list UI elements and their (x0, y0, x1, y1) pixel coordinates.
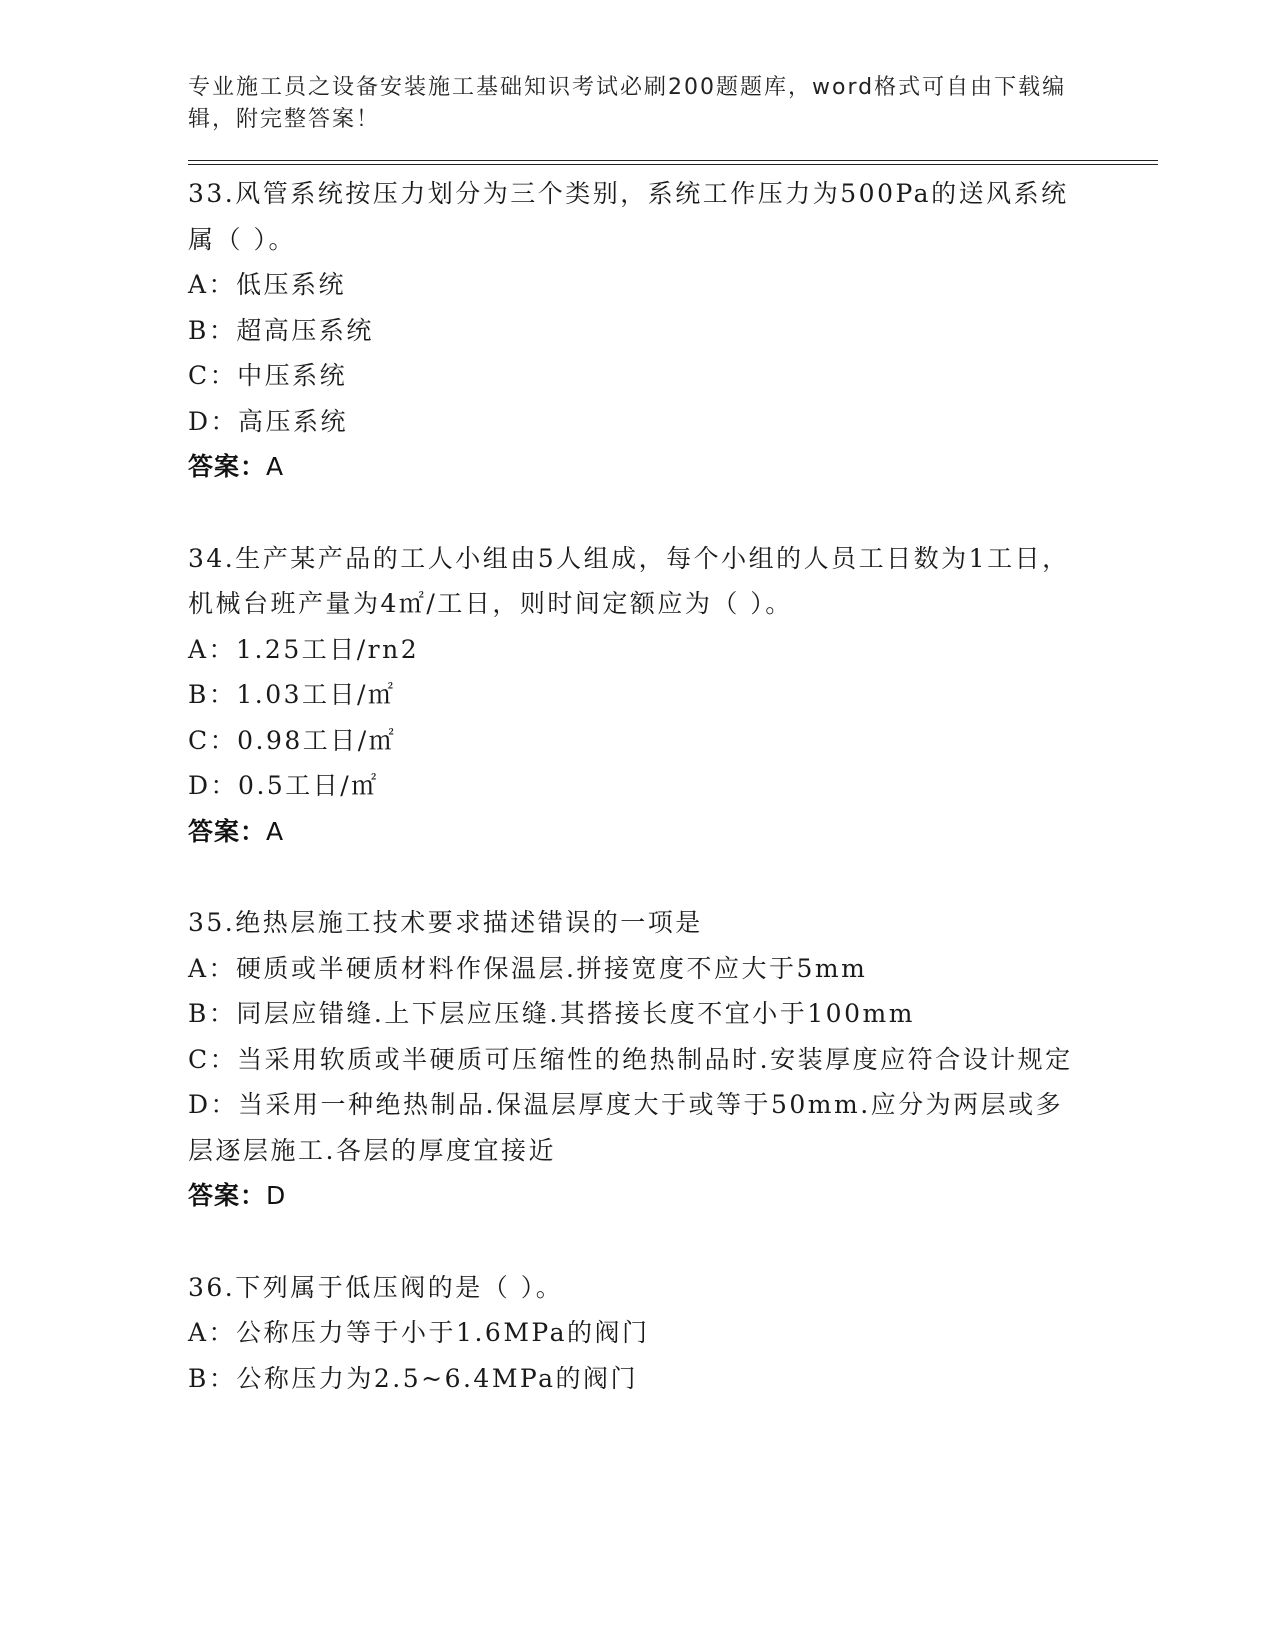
option-a: A：低压系统 (188, 270, 347, 299)
option-d: D：0.5工日/㎡ (188, 771, 379, 800)
option-a: A：公称压力等于小于1.6MPa的阀门 (188, 1318, 650, 1347)
option-c: C：中压系统 (188, 361, 348, 390)
option-b: B：1.03工日/㎡ (188, 680, 396, 709)
answer-line (188, 1173, 1158, 1219)
option-d: D：当采用一种绝热制品.保温层厚度大于或等于50mm.应分为两层或多层逐层施工.各层的厚度宜接近 (188, 1090, 1064, 1165)
option-b: B：同层应错缝.上下层应压缝.其搭接长度不宜小于100mm (188, 999, 915, 1028)
option-c: C：当采用软质或半硬质可压缩性的绝热制品时.安装厚度应符合设计规定 (188, 1044, 1073, 1074)
question-33 (188, 171, 1158, 490)
answer-value: A (266, 816, 285, 846)
question-text: 36.下列属于低压阀的是（ ）。 (188, 1272, 564, 1302)
divider-line-bottom (188, 164, 1158, 165)
answer-line (188, 809, 1158, 855)
option-b: B：公称压力为2.5~6.4MPa的阀门 (188, 1363, 639, 1393)
question-list (188, 171, 1158, 1401)
question-34 (188, 536, 1158, 855)
question-text: 34.生产某产品的工人小组由5人组成，每个小组的人员工日数为1工日，机械台班产量为4㎡/工日，则时间定额应为（ ）。 (188, 543, 1070, 618)
answer-label: 答案： (188, 816, 267, 846)
question-36 (188, 1265, 1158, 1402)
option-c: C：0.98工日/㎡ (188, 725, 397, 755)
answer-value: D (266, 1181, 287, 1210)
question-35 (188, 900, 1158, 1219)
document-header: 专业施工员之设备安装施工基础知识考试必刷200题题库，word格式可自由下载编辑，附完整答案！ (188, 75, 1067, 132)
document-page (188, 72, 1158, 1447)
option-a: A：硬质或半硬质材料作保温层.拼接宽度不应大于5mm (188, 953, 868, 983)
answer-value: A (266, 452, 285, 481)
option-a: A：1.25工日/rn2 (188, 634, 420, 664)
header-divider (188, 160, 1158, 165)
answer-label: 答案： (188, 452, 267, 481)
option-d: D：高压系统 (188, 406, 349, 436)
question-text: 33.风管系统按压力划分为三个类别，系统工作压力为500Pa的送风系统属（ ）。 (188, 179, 1069, 254)
answer-label: 答案： (188, 1181, 267, 1210)
option-b: B：超高压系统 (188, 315, 374, 345)
question-text: 35.绝热层施工技术要求描述错误的一项是 (188, 908, 703, 937)
answer-line (188, 444, 1158, 490)
divider-line-top (188, 160, 1158, 161)
